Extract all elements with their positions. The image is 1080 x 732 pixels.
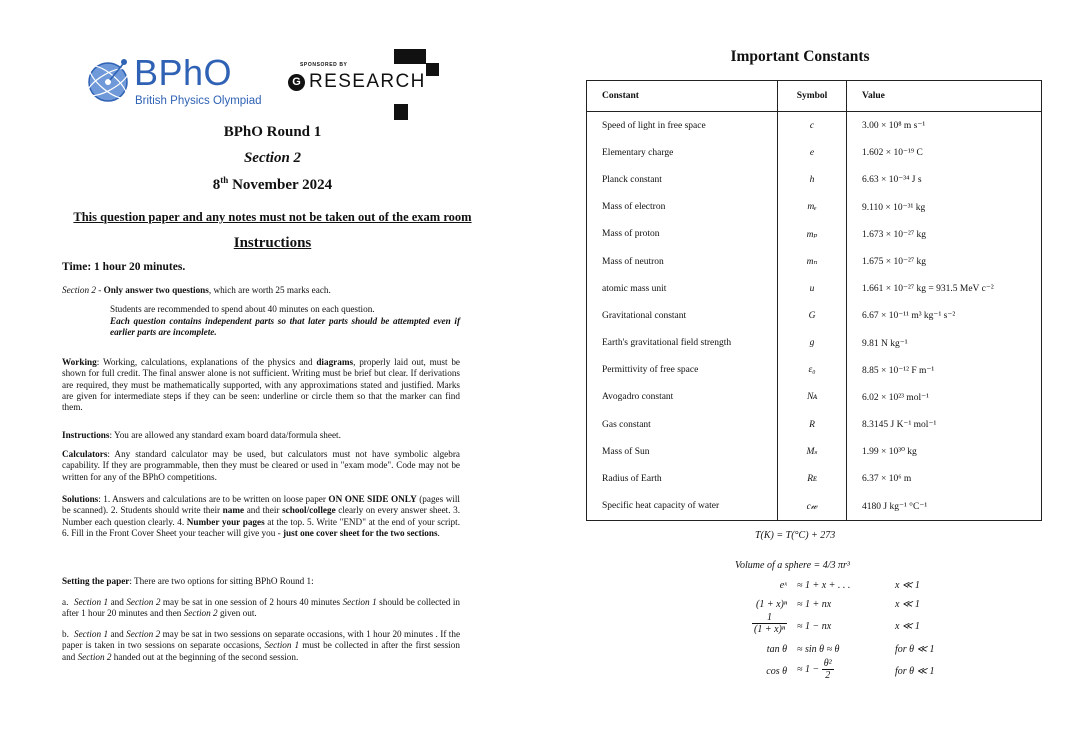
table-row <box>587 493 1042 521</box>
kelvin-conversion: T(K) = T(°C) + 273 <box>755 530 836 541</box>
table-row <box>587 302 1042 329</box>
constant-value: 6.02 × 10²³ mol⁻¹ <box>847 384 1042 411</box>
constant-name: Radius of Earth <box>587 465 778 492</box>
constant-symbol: h <box>778 166 847 193</box>
small-angle-cos: cos θ ≈ 1 − $\frac{\text{θ²}}{2}$ for θ ≪ 1 <box>766 658 935 681</box>
setting-paper-paragraph: Setting the paper: There are two options for sitting BPhO Round 1: <box>62 576 314 586</box>
constant-symbol: g <box>778 330 847 357</box>
round-title: BPhO Round 1 <box>223 124 322 140</box>
table-row <box>587 248 1042 275</box>
bpho-logo-subtitle: British Physics Olympiad <box>135 95 262 107</box>
table-row <box>587 275 1042 302</box>
table-row <box>587 221 1042 248</box>
constant-value: 1.673 × 10⁻²⁷ kg <box>847 221 1042 248</box>
constant-name: Elementary charge <box>587 139 778 166</box>
exam-date: 8th November 2024 <box>212 175 333 193</box>
table-row <box>587 465 1042 492</box>
constant-value: 1.99 × 10³⁰ kg <box>847 438 1042 465</box>
constant-symbol: Nᴀ <box>778 384 847 411</box>
exam-room-warning: This question paper and any notes must not be taken out of the exam room <box>73 210 472 224</box>
section-title: Section 2 <box>243 150 302 166</box>
table-row <box>587 384 1042 411</box>
sponsor-name: RESEARCH <box>309 71 426 92</box>
constant-symbol: u <box>778 275 847 302</box>
constant-name: Speed of light in free space <box>587 112 778 140</box>
constants-table-header <box>587 81 1042 112</box>
section2-rule: Section 2 - Only answer two questions, which are worth 25 marks each. <box>62 285 331 295</box>
table-row <box>587 112 1042 140</box>
constant-name: Earth's gravitational field strength <box>587 330 778 357</box>
table-row <box>587 139 1042 166</box>
constant-symbol: mₚ <box>778 221 847 248</box>
constant-symbol: mₙ <box>778 248 847 275</box>
constant-value: 4180 J kg⁻¹ °C⁻¹ <box>847 493 1042 521</box>
constant-name: Mass of proton <box>587 221 778 248</box>
table-row <box>587 438 1042 465</box>
constant-symbol: G <box>778 302 847 329</box>
column-header-constant: Constant <box>587 81 778 112</box>
exam-cover-page <box>0 0 530 732</box>
sphere-volume: Volume of a sphere = 4/3 πr³ <box>735 560 850 571</box>
constant-value: 1.675 × 10⁻²⁷ kg <box>847 248 1042 275</box>
option-a: a. Section 1 and Section 2 may be sat in one session of 2 hours 40 minutes Section 1 should be collected in after 1 hour 20 minutes and then Section 2 given out. <box>62 597 461 619</box>
constants-title: Important Constants <box>730 48 870 65</box>
constant-symbol: ε₀ <box>778 357 847 384</box>
binomial-approximation: (1 + x)ⁿ ≈ 1 + nx x ≪ 1 <box>756 599 920 610</box>
constant-value: 6.67 × 10⁻¹¹ m³ kg⁻¹ s⁻² <box>847 302 1042 329</box>
constant-symbol: c <box>778 112 847 140</box>
time-recommendation: Students are recommended to spend about 40 minutes on each question. <box>110 304 375 314</box>
independent-parts-note: Each question contains independent parts so that later parts should be attempted even if earlier parts are incomplete. <box>110 316 460 338</box>
constant-symbol: Rᴇ <box>778 465 847 492</box>
constant-value: 3.00 × 10⁸ m s⁻¹ <box>847 112 1042 140</box>
working-paragraph: Working: Working, calculations, explanations of the physics and diagrams, properly laid out, must be shown for full credit. The final answer alone is not sufficient. Writing must be brief but clear. If derivations are required, they must be mathematically supported, with any approximations stated and justified. Marks are given for intermediate steps if they can be seen: underline or circle them so that the marker can find them. <box>62 357 461 413</box>
constant-name: atomic mass unit <box>587 275 778 302</box>
column-header-symbol: Symbol <box>778 81 847 112</box>
table-row <box>587 411 1042 438</box>
solutions-paragraph: Solutions: 1. Answers and calculations are to be written on loose paper ON ONE SIDE ONLY (pages will be scanned). 2. Students should write their name and their school/college clearly on every answer sheet. 3. Number each question clearly. 4. Number your pages at the top. 5. Write "END" at the end of your script. 6. Fill in the Front Cover Sheet your teacher will give you - just one cover sheet for the two sections. <box>62 494 461 538</box>
constant-name: Mass of electron <box>587 194 778 221</box>
constant-symbol: mₑ <box>778 194 847 221</box>
constant-name: Planck constant <box>587 166 778 193</box>
constant-value: 1.661 × 10⁻²⁷ kg = 931.5 MeV c⁻² <box>847 275 1042 302</box>
constants-table <box>586 80 1042 521</box>
constant-name: Mass of Sun <box>587 438 778 465</box>
instructions-paragraph: Instructions: You are allowed any standard exam board data/formula sheet. <box>62 430 341 440</box>
constant-name: Specific heat capacity of water <box>587 493 778 521</box>
small-angle-tan: tan θ ≈ sin θ ≈ θ for θ ≪ 1 <box>766 644 935 655</box>
time-allowed: Time: 1 hour 20 minutes. <box>62 261 186 273</box>
bpho-atom-logo-icon <box>84 54 136 106</box>
calculators-paragraph: Calculators: Any standard calculator may be used, but calculators must not have symbolic algebra capability. If they are programmable, then they must be cleared or used in "exam mode". Code may not be written for any of the BPhO competitions. <box>62 449 460 482</box>
table-row <box>587 357 1042 384</box>
sponsor-logo-block-2 <box>426 63 439 76</box>
table-row <box>587 166 1042 193</box>
table-row <box>587 330 1042 357</box>
sponsor-logo-block-1 <box>394 49 426 64</box>
constant-name: Permittivity of free space <box>587 357 778 384</box>
constant-name: Gravitational constant <box>587 302 778 329</box>
column-header-value: Value <box>847 81 1042 112</box>
constant-value: 9.81 N kg⁻¹ <box>847 330 1042 357</box>
constant-value: 1.602 × 10⁻¹⁹ C <box>847 139 1042 166</box>
constant-symbol: Mₛ <box>778 438 847 465</box>
constant-symbol: R <box>778 411 847 438</box>
g-research-logo-icon: G <box>288 74 305 91</box>
header-logos <box>84 46 464 126</box>
constant-name: Gas constant <box>587 411 778 438</box>
constant-symbol: c𝓌 <box>778 493 847 521</box>
instructions-heading: Instructions <box>233 235 312 251</box>
constant-value: 8.3145 J K⁻¹ mol⁻¹ <box>847 411 1042 438</box>
sponsored-by-label: SPONSORED BY <box>300 62 348 68</box>
bpho-logo-text: BPhO <box>134 52 233 93</box>
constant-value: 8.85 × 10⁻¹² F m⁻¹ <box>847 357 1042 384</box>
table-row <box>587 194 1042 221</box>
option-b: b. Section 1 and Section 2 may be sat in two sessions on separate occasions, with 1 hour 20 minutes . If the paper is taken in two sessions on separate occasions, Section 1 must be collected in after the first session and Section 2 handed out at the beginning of the second session. <box>62 629 461 662</box>
constant-name: Avogadro constant <box>587 384 778 411</box>
constant-value: 6.37 × 10⁶ m <box>847 465 1042 492</box>
constant-name: Mass of neutron <box>587 248 778 275</box>
constant-value: 6.63 × 10⁻³⁴ J s <box>847 166 1042 193</box>
inverse-binomial-approximation: $\frac{1}{\text{(1 + x)ⁿ}}$ ≈ 1 − nx x ≪ 1 <box>754 612 920 635</box>
constants-page <box>545 0 1080 732</box>
sponsor-logo-block-3 <box>394 104 408 120</box>
exp-approximation: eˣ ≈ 1 + x + . . . x ≪ 1 <box>779 580 920 591</box>
constant-value: 9.110 × 10⁻³¹ kg <box>847 194 1042 221</box>
constant-symbol: e <box>778 139 847 166</box>
